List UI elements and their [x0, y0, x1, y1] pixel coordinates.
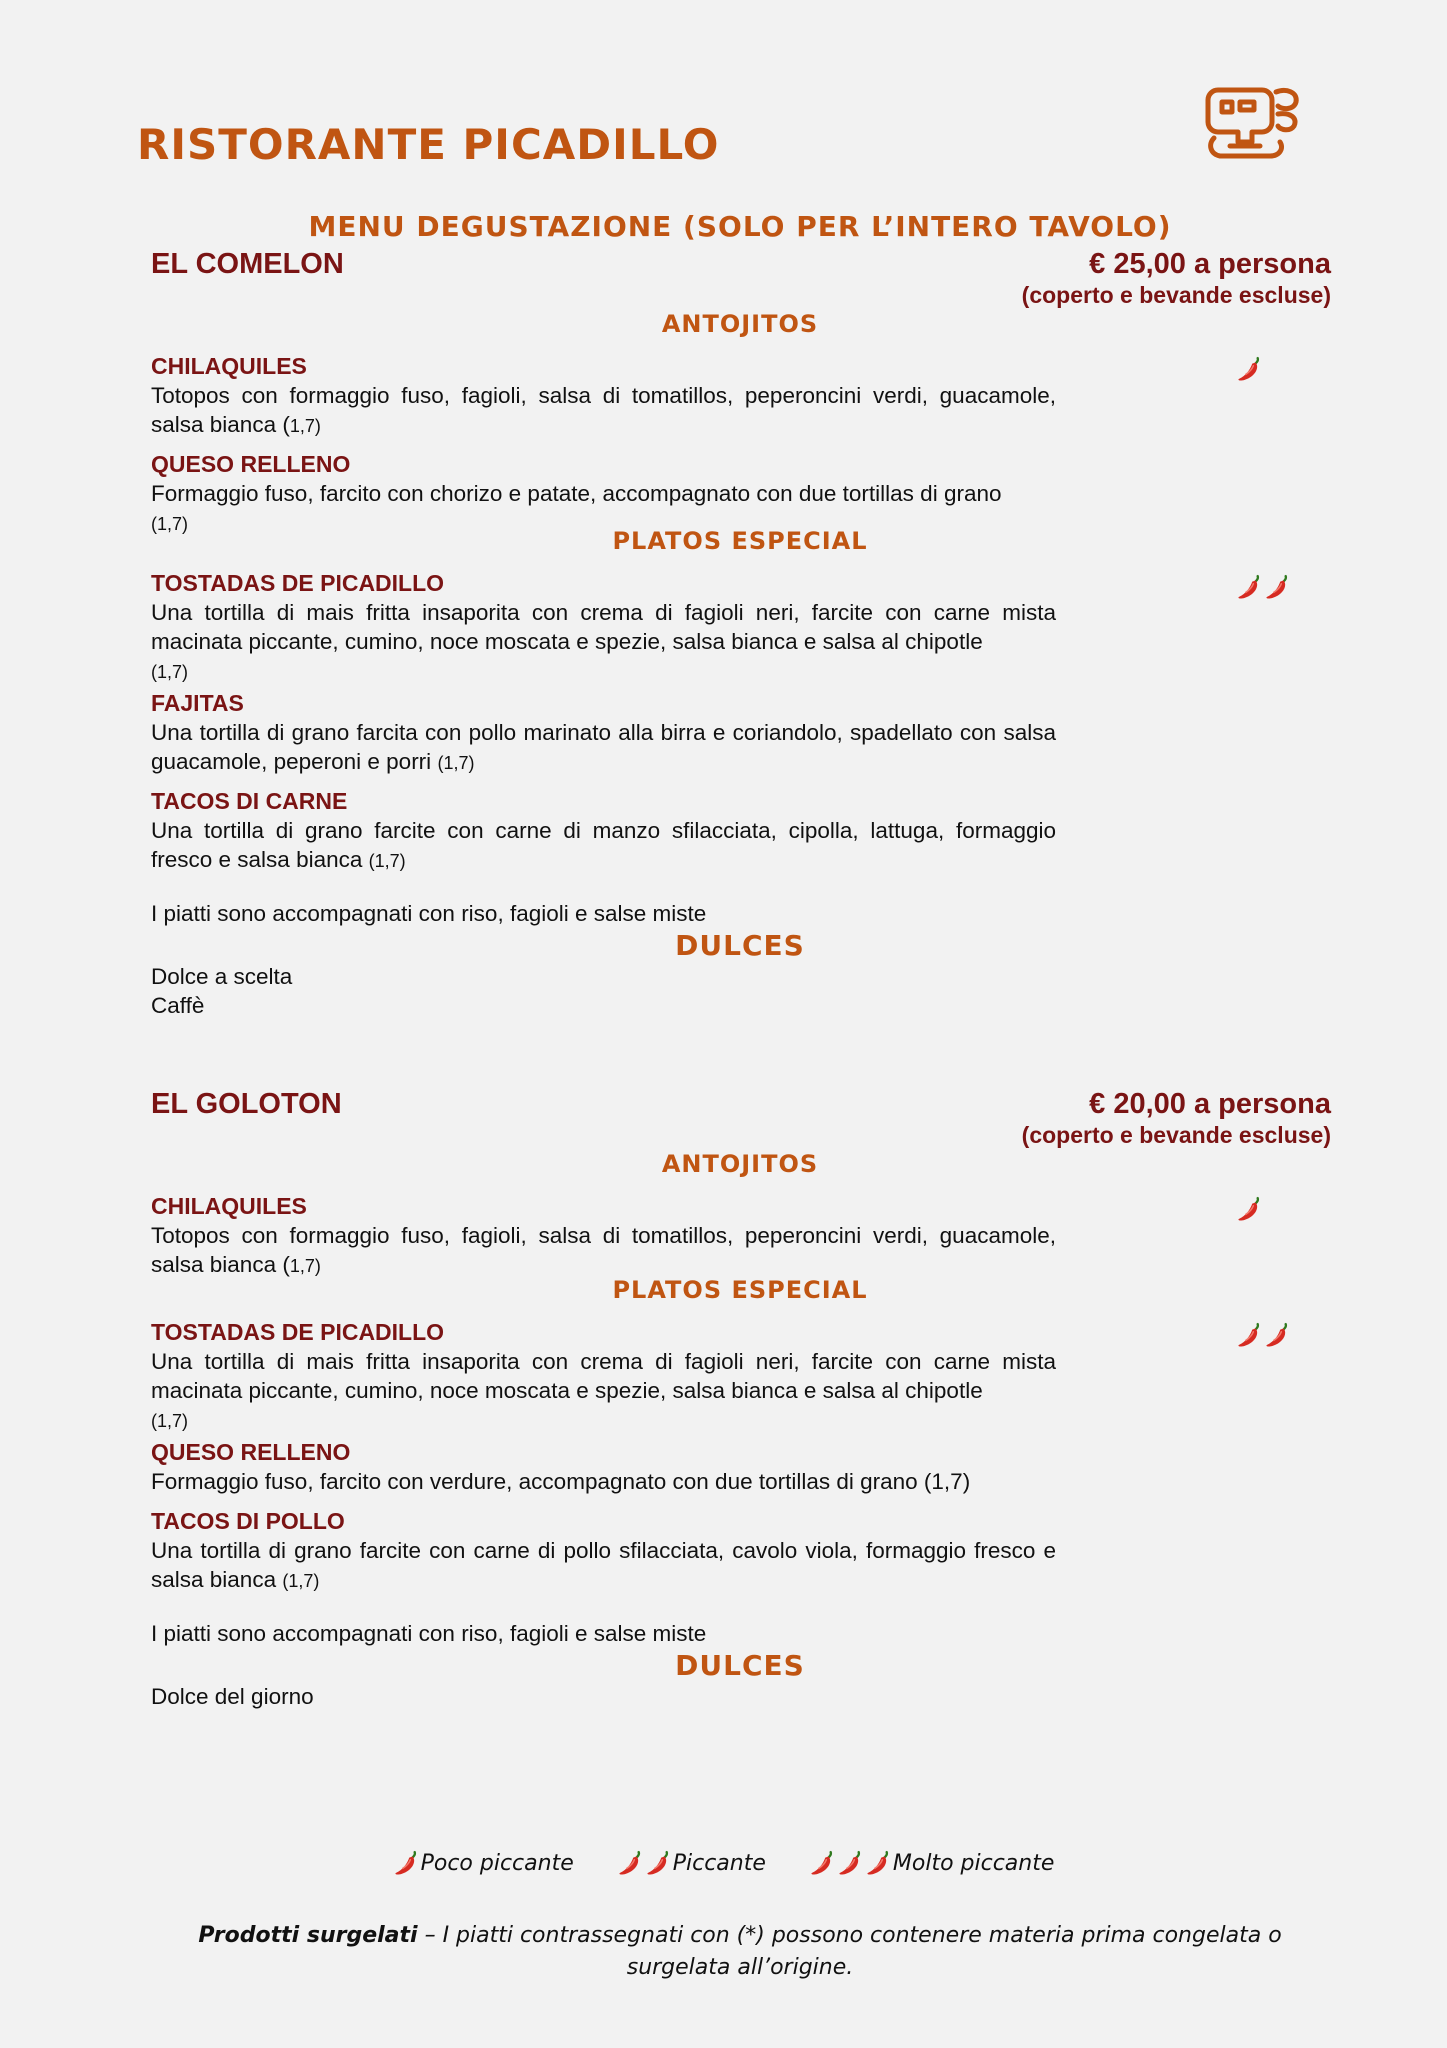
allergen-codes: (1,7) — [151, 1411, 189, 1431]
spice-level-1 — [1236, 1196, 1264, 1222]
dish-name: FAJITAS — [151, 690, 244, 716]
frozen-products-note — [150, 1920, 1330, 1984]
category-dulces: DULCES — [675, 1649, 805, 1682]
chili-pepper-icon — [837, 1850, 863, 1876]
dessert-item: Dolce del giorno — [151, 1684, 314, 1709]
chili-pepper-icon — [1236, 356, 1262, 382]
dish-item — [151, 569, 1056, 687]
dish-item — [151, 1507, 1056, 1596]
dish-name: QUESO RELLENO — [151, 451, 351, 477]
dish-description: Formaggio fuso, farcito con chorizo e patate, accompagnato con due tortillas di grano (1,7) — [151, 481, 1002, 534]
chili-pepper-icon — [617, 1850, 643, 1876]
restaurant-title: RISTORANTE PICADILLO — [137, 120, 720, 169]
chili-pepper-icon — [1264, 574, 1290, 600]
spice-level-1 — [1236, 356, 1264, 382]
dish-item — [151, 689, 1056, 778]
dish-item — [151, 787, 1056, 876]
menu-heading: MENU DEGUSTAZIONE (SOLO PER L’INTERO TAVOLO) — [308, 210, 1172, 243]
dish-item — [151, 1438, 1056, 1496]
dish-item — [151, 352, 1056, 441]
dish-name: TACOS DI POLLO — [151, 1508, 345, 1534]
dish-item — [151, 450, 1056, 539]
mayan-glyph-logo — [1200, 80, 1310, 165]
allergen-codes: (1,7) — [282, 1571, 320, 1591]
dish-description: Una tortilla di mais fritta insaporita con crema di fagioli neri, farcite con carne mista macinata piccante, cumino, noce moscata e spezie, salsa bianca e salsa al chipotle (1,7) — [151, 600, 1056, 682]
dish-description: Una tortilla di mais fritta insaporita con crema di fagioli neri, farcite con carne mista macinata piccante, cumino, noce moscata e spezie, salsa bianca e salsa al chipotle (1,7) — [151, 1349, 1056, 1431]
allergen-codes: (1,7) — [368, 851, 406, 871]
allergen-codes: (1,7) — [151, 514, 189, 534]
allergen-codes: 1,7) — [289, 416, 321, 436]
dish-description: Totopos con formaggio fuso, fagioli, salsa di tomatillos, peperoncini verdi, guacamole, salsa bianca (1,7) — [151, 383, 1056, 437]
category-platos-especial: PLATOS ESPECIAL — [612, 527, 868, 555]
menu-price-note: (coperto e bevande escluse) — [1021, 282, 1331, 308]
spice-level-2 — [1236, 574, 1292, 600]
category-platos-especial: PLATOS ESPECIAL — [612, 1276, 868, 1304]
category-antojitos: ANTOJITOS — [661, 310, 819, 338]
dish-item — [151, 1192, 1056, 1281]
allergen-codes: (1,7) — [437, 753, 475, 773]
chili-pepper-icon — [645, 1850, 671, 1876]
chili-pepper-icon — [1236, 574, 1262, 600]
dish-name: CHILAQUILES — [151, 353, 307, 379]
menu-price: € 25,00 a persona — [1089, 248, 1331, 280]
dish-item — [151, 1318, 1056, 1436]
legend-mild: Poco piccante — [393, 1850, 574, 1876]
chili-pepper-icon — [865, 1850, 891, 1876]
dessert-item: Caffè — [151, 993, 205, 1018]
chili-pepper-icon — [1236, 1196, 1262, 1222]
category-antojitos: ANTOJITOS — [661, 1150, 819, 1178]
frozen-note-text: – I piatti contrassegnati con (*) possono contenere materia prima congelata o surgelata all’origine. — [417, 1923, 1282, 1980]
dish-name: QUESO RELLENO — [151, 1439, 351, 1465]
dish-description: Formaggio fuso, farcito con verdure, accompagnato con due tortillas di grano (1,7) — [151, 1469, 971, 1494]
dish-name: TOSTADAS DE PICADILLO — [151, 1319, 445, 1345]
dessert-item: Dolce a scelta — [151, 964, 293, 989]
menu-name: EL COMELON — [151, 248, 344, 280]
menu-price-note: (coperto e bevande escluse) — [1021, 1122, 1331, 1148]
frozen-note-label: Prodotti surgelati — [198, 1923, 418, 1948]
chili-pepper-icon — [1264, 1322, 1290, 1348]
spice-legend — [0, 1850, 1447, 1882]
side-dish-note: I piatti sono accompagnati con riso, fagioli e salse miste — [151, 901, 707, 926]
spice-level-2 — [1236, 1322, 1292, 1348]
allergen-codes: (1,7) — [151, 662, 189, 682]
chili-pepper-icon — [393, 1850, 419, 1876]
chili-pepper-icon — [809, 1850, 835, 1876]
category-dulces: DULCES — [675, 929, 805, 962]
side-dish-note: I piatti sono accompagnati con riso, fagioli e salse miste — [151, 1621, 707, 1646]
dish-name: TOSTADAS DE PICADILLO — [151, 570, 445, 596]
dish-name: CHILAQUILES — [151, 1193, 307, 1219]
chili-pepper-icon — [1236, 1322, 1262, 1348]
dish-name: TACOS DI CARNE — [151, 788, 348, 814]
dish-description: Una tortilla di grano farcita con pollo marinato alla birra e coriandolo, spadellato con salsa guacamole, peperoni e porri (1,7) — [151, 720, 1056, 774]
legend-hot: Molto piccante — [809, 1850, 1055, 1876]
dish-description: Una tortilla di grano farcite con carne di pollo sfilacciata, cavolo viola, formaggio fresco e salsa bianca (1,7) — [151, 1538, 1056, 1592]
menu-name: EL GOLOTON — [151, 1088, 342, 1120]
legend-medium: Piccante — [617, 1850, 766, 1876]
dish-description: Una tortilla di grano farcite con carne di manzo sfilacciata, cipolla, lattuga, formaggio fresco e salsa bianca (1,7) — [151, 818, 1056, 872]
dish-description: Totopos con formaggio fuso, fagioli, salsa di tomatillos, peperoncini verdi, guacamole, salsa bianca (1,7) — [151, 1223, 1056, 1277]
allergen-codes: 1,7) — [289, 1256, 321, 1276]
menu-price: € 20,00 a persona — [1089, 1088, 1331, 1120]
